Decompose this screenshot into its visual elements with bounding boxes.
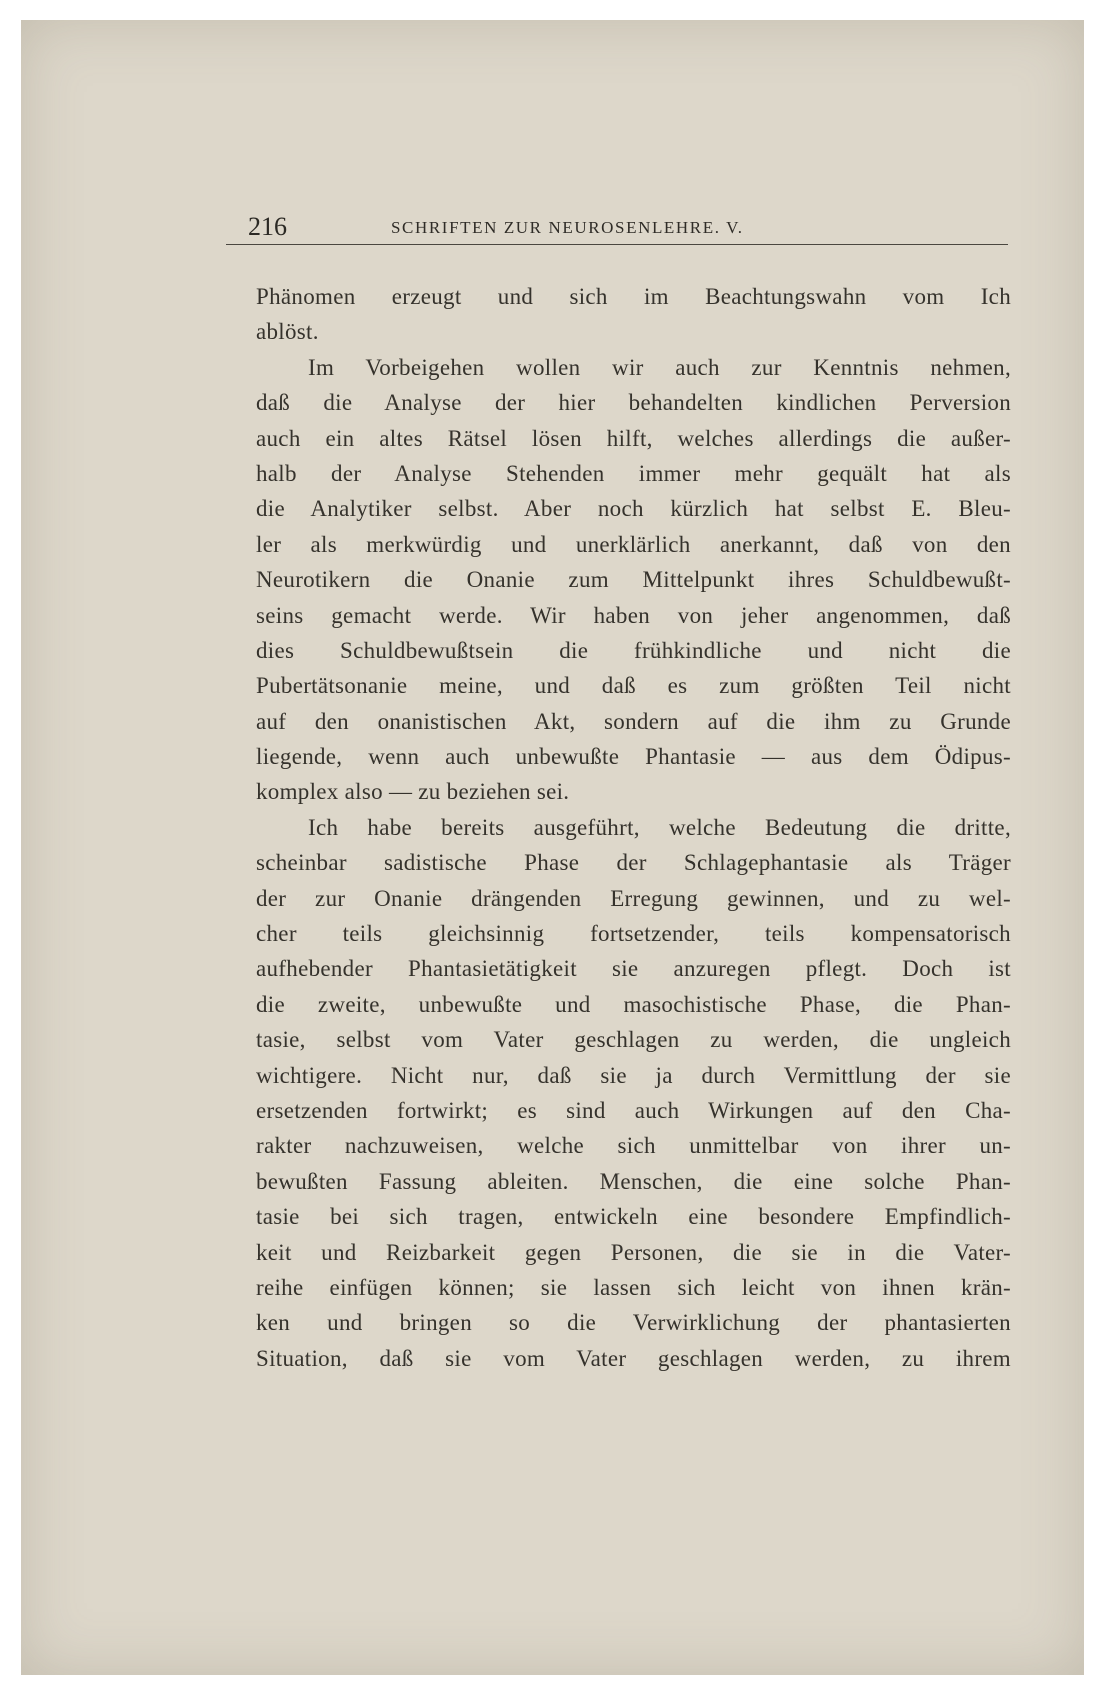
text-line: ken und bringen so die Verwirklichung der phantasierten <box>256 1310 1011 1336</box>
text-line: tasie bei sich tragen, entwickeln eine besondere Empfindlich- <box>256 1204 1011 1230</box>
text-line: auf den onanistischen Akt, sondern auf die ihm zu Grunde <box>256 708 1011 734</box>
text-line: seins gemacht werde. Wir haben von jeher angenommen, daß <box>256 602 1011 628</box>
text-line: Ich habe bereits ausgeführt, welche Bedeutung die dritte, <box>308 814 1011 840</box>
text-line: die Analytiker selbst. Aber noch kürzlich hat selbst E. Bleu- <box>256 496 1011 522</box>
text-line: auch ein altes Rätsel lösen hilft, welches allerdings die außer- <box>256 425 1011 451</box>
text-line: daß die Analyse der hier behandelten kindlichen Perversion <box>256 390 1011 416</box>
text-line: Situation, daß sie vom Vater geschlagen werden, zu ihrem <box>256 1345 1011 1371</box>
text-line: bewußten Fassung ableiten. Menschen, die eine solche Phan- <box>256 1168 1011 1194</box>
text-line: halb der Analyse Stehenden immer mehr gequält hat als <box>256 460 1011 486</box>
text-line: die zweite, unbewußte und masochistische Phase, die Phan- <box>256 991 1011 1017</box>
text-line: cher teils gleichsinnig fortsetzender, teils kompensatorisch <box>256 921 1011 947</box>
page-number: 216 <box>248 212 287 241</box>
book-page <box>21 20 1084 1675</box>
text-line: keit und Reizbarkeit gegen Personen, die sie in die Vater- <box>256 1239 1011 1265</box>
text-line: Phänomen erzeugt und sich im Beachtungswahn vom Ich <box>256 284 1011 309</box>
text-line: Im Vorbeigehen wollen wir auch zur Kenntnis nehmen, <box>308 354 1011 380</box>
text-line: komplex also — zu beziehen sei. <box>256 779 570 805</box>
text-line: aufhebender Phantasietätigkeit sie anzuregen pflegt. Doch ist <box>256 956 1011 982</box>
text-line: dies Schuldbewußtsein die frühkindliche und nicht die <box>256 637 1011 663</box>
text-line: der zur Onanie drängenden Erregung gewinnen, und zu wel- <box>256 885 1011 911</box>
text-line: ler als merkwürdig und unerklärlich anerkannt, daß von den <box>256 531 1011 557</box>
text-line: tasie, selbst vom Vater geschlagen zu werden, die ungleich <box>256 1027 1011 1053</box>
page-header <box>226 212 1008 245</box>
text-line: wichtigere. Nicht nur, daß sie ja durch Vermittlung der sie <box>256 1062 1011 1088</box>
text-line: ersetzenden fortwirkt; es sind auch Wirkungen auf den Cha- <box>256 1097 1011 1123</box>
running-title: SCHRIFTEN ZUR NEUROSENLEHRE. V. <box>391 218 744 237</box>
text-line: reihe einfügen können; sie lassen sich leicht von ihnen krän- <box>256 1274 1011 1300</box>
text-line: liegende, wenn auch unbewußte Phantasie — aus dem Ödipus- <box>256 744 1011 770</box>
body-text <box>256 279 1011 1376</box>
text-line: ablöst. <box>256 319 319 345</box>
text-line: Neurotikern die Onanie zum Mittelpunkt ihres Schuldbewußt- <box>256 567 1011 593</box>
text-line: Pubertätsonanie meine, und daß es zum größten Teil nicht <box>256 673 1011 699</box>
text-line: rakter nachzuweisen, welche sich unmittelbar von ihrer un- <box>256 1133 1011 1159</box>
text-line: scheinbar sadistische Phase der Schlagephantasie als Träger <box>256 850 1011 876</box>
